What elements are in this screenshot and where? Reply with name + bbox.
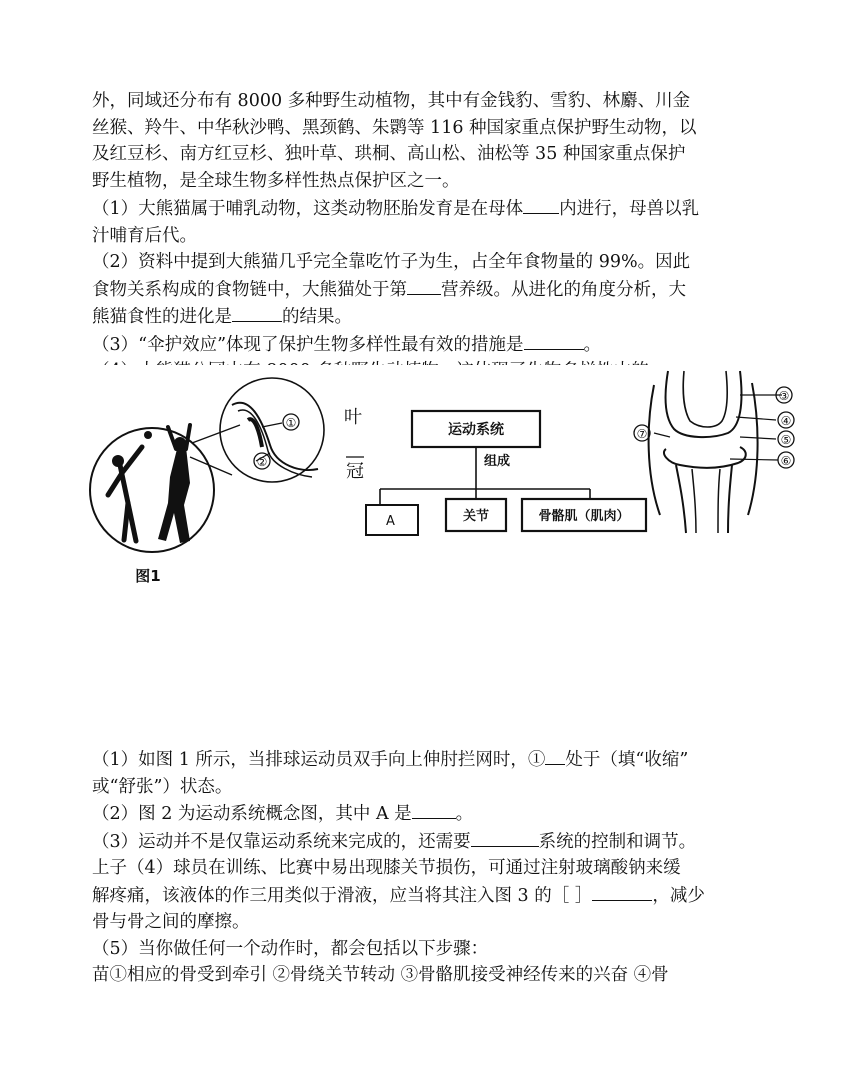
answer-blank[interactable] [471, 828, 539, 847]
answer-blank[interactable] [545, 746, 565, 765]
sport-question-3: （3）运动并不是仅靠运动系统来完成的，还需要 系统的控制和调节。 [92, 828, 782, 856]
sport-question-4: 上子（4）球员在训练、比赛中易出现膝关节损伤，可通过注射玻璃酸钠来缓 [92, 858, 681, 878]
sport-questions [92, 746, 782, 989]
fig3-marker-3: ③ [778, 389, 790, 403]
passage-line: 外，同域还分布有 8000 多种野生动植物，其中有金钱豹、雪豹、林麝、川金 [92, 91, 691, 111]
sport-question-5-steps: 苗①相应的骨受到牵引 ②骨绕关节转动 ③骨骼肌接受神经传来的兴奋 ④骨 [92, 965, 669, 985]
answer-blank[interactable] [524, 331, 584, 350]
sport-question-4-cont: 解疼痛，该液体的作三用类似于滑液，应当将其注入图 3 的［ ］ ，减少 [92, 882, 782, 910]
concept-child-a: A [386, 514, 395, 529]
concept-child-joint: 关节 [462, 509, 490, 524]
concept-edge-label: 组成 [484, 454, 511, 469]
fig3-marker-4: ④ [780, 414, 792, 428]
fig3-marker-6: ⑥ [780, 454, 792, 468]
question-1-cont: 汁哺育后代。 [92, 225, 197, 246]
sport-question-4-cont: 骨与骨之间的摩擦。 [92, 912, 250, 932]
question-2: （2）资料中提到大熊猫几乎完全靠吃竹子为生，占全年食物量的 99%。因此 [92, 252, 691, 272]
answer-blank[interactable] [407, 276, 441, 295]
question-2-cont: 食物关系构成的食物链中，大熊猫处于第 营养级。从进化的角度分析，大 [92, 276, 782, 304]
passage-line: 丝猴、羚牛、中华秋沙鸭、黑颈鹤、朱鹮等 116 种国家重点保护野生动物，以 [92, 117, 697, 138]
answer-blank[interactable] [232, 303, 282, 322]
fig1-marker-2: ② [256, 455, 268, 469]
fig1-caption: 图1 [135, 567, 161, 585]
sport-question-1: （1）如图 1 所示，当排球运动员双手向上伸肘拦网时，① 处于（填“收缩” [92, 746, 782, 774]
passage [92, 88, 782, 194]
question-1: （1）大熊猫属于哺乳动物，这类动物胚胎发育是在母体 内进行，母兽以乳 [92, 195, 782, 223]
figures [0, 365, 860, 605]
sport-question-2: （2）图 2 为运动系统概念图，其中 A 是 。 [92, 800, 782, 828]
question-2-cont: 熊猫食性的进化是 的结果。 [92, 303, 782, 331]
text-fragment: 叶 [344, 407, 362, 428]
answer-blank[interactable] [592, 882, 652, 901]
text-fragment: 冠 [346, 461, 364, 482]
sport-question-1-cont: 或“舒张”）状态。 [92, 776, 233, 797]
answer-blank[interactable] [523, 195, 559, 214]
passage-line: 野生植物，是全球生物多样性热点保护区之一。 [92, 170, 460, 191]
sport-question-5: （5）当你做任何一个动作时，都会包括以下步骤： [92, 938, 489, 959]
fig1-marker-1: ① [285, 416, 297, 430]
question-3: （3）“伞护效应”体现了保护生物多样性最有效的措施是 。 [92, 331, 782, 359]
answer-blank[interactable] [412, 800, 456, 819]
fig3-marker-7: ⑦ [636, 427, 648, 441]
panda-questions [92, 195, 782, 385]
concept-root: 运动系统 [448, 422, 504, 438]
fig3-marker-5: ⑤ [780, 433, 792, 447]
passage-line: 及红豆杉、南方红豆杉、独叶草、珙桐、高山松、油松等 35 种国家重点保护 [92, 144, 686, 164]
concept-child-muscle: 骨骼肌（肌肉） [538, 509, 630, 524]
